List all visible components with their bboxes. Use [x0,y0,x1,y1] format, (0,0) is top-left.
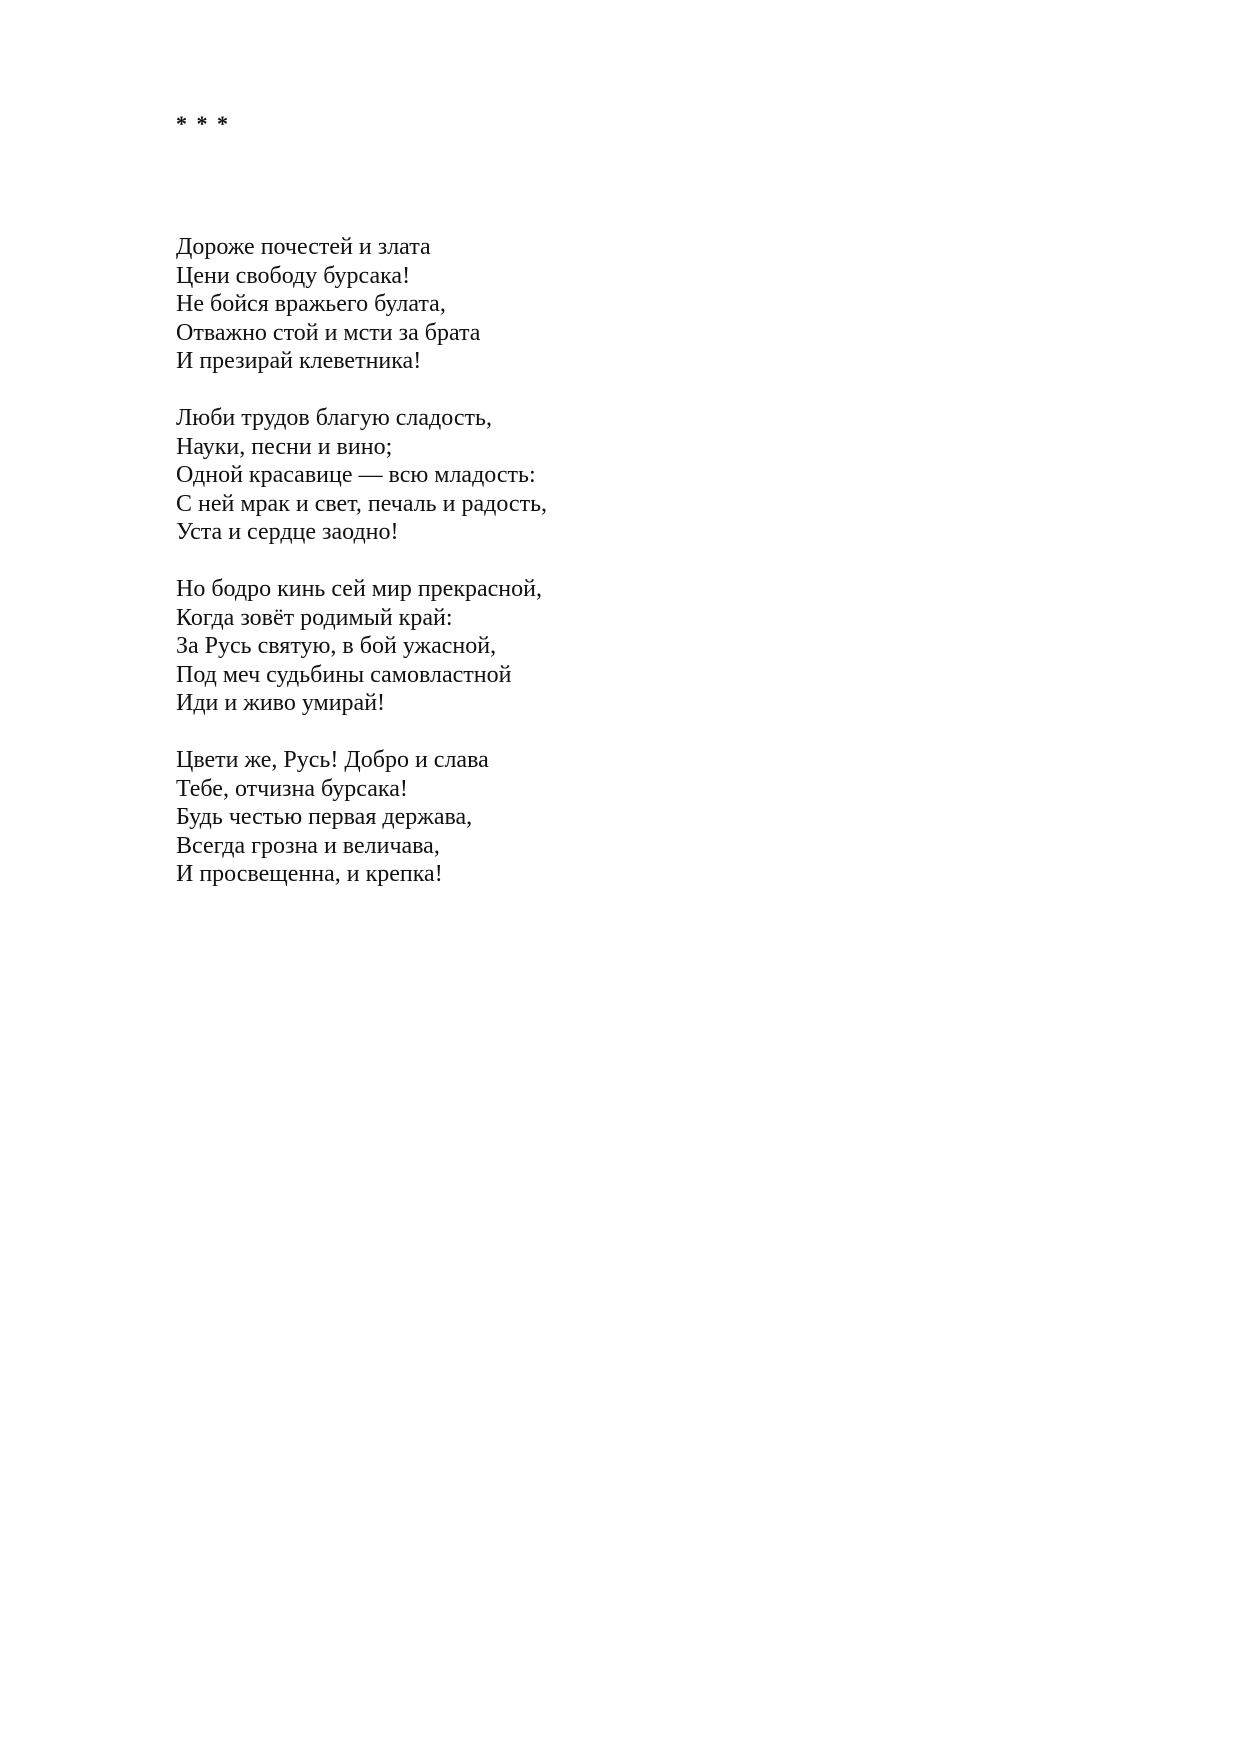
poem-line: Науки, песни и вино; [176,433,393,460]
poem-line: Под меч судьбины самовластной [176,661,512,688]
poem-line: Будь честью первая держава, [176,804,473,830]
poem-line: Иди и живо умирай! [176,690,386,716]
poem-line: Отважно стой и мсти за брата [176,319,481,346]
poem [176,233,1076,917]
poem-line: Дороже почестей и злата [176,234,431,260]
poem-line: Цвети же, Русь! Добро и слава [176,747,489,773]
poem-line: И презирай клеветника! [176,348,422,374]
poem-line: Тебе, отчизна бурсака! [176,775,408,802]
stanza [176,575,1076,718]
poem-line: Не бойся вражьего булата, [176,291,446,317]
stanza [176,746,1076,889]
poem-line: Когда зовёт родимый край: [176,604,453,631]
stanza [176,233,1076,376]
poem-line: Одной красавице — всю младость: [176,462,536,488]
poem-line: Уста и сердце заодно! [176,519,399,545]
poem-line: Всегда грозна и величава, [176,832,440,859]
poem-line: С ней мрак и свет, печаль и радость, [176,490,548,517]
poem-line: Но бодро кинь сей мир прекрасной, [176,576,542,602]
poem-line: Люби трудов благую сладость, [176,405,492,431]
poem-line: За Русь святую, в бой ужасной, [176,633,497,659]
poem-line: Цени свободу бурсака! [176,262,411,289]
poem-line: И просвещенна, и крепка! [176,861,443,887]
section-heading-asterisks: * * * [176,111,230,136]
stanza [176,404,1076,547]
